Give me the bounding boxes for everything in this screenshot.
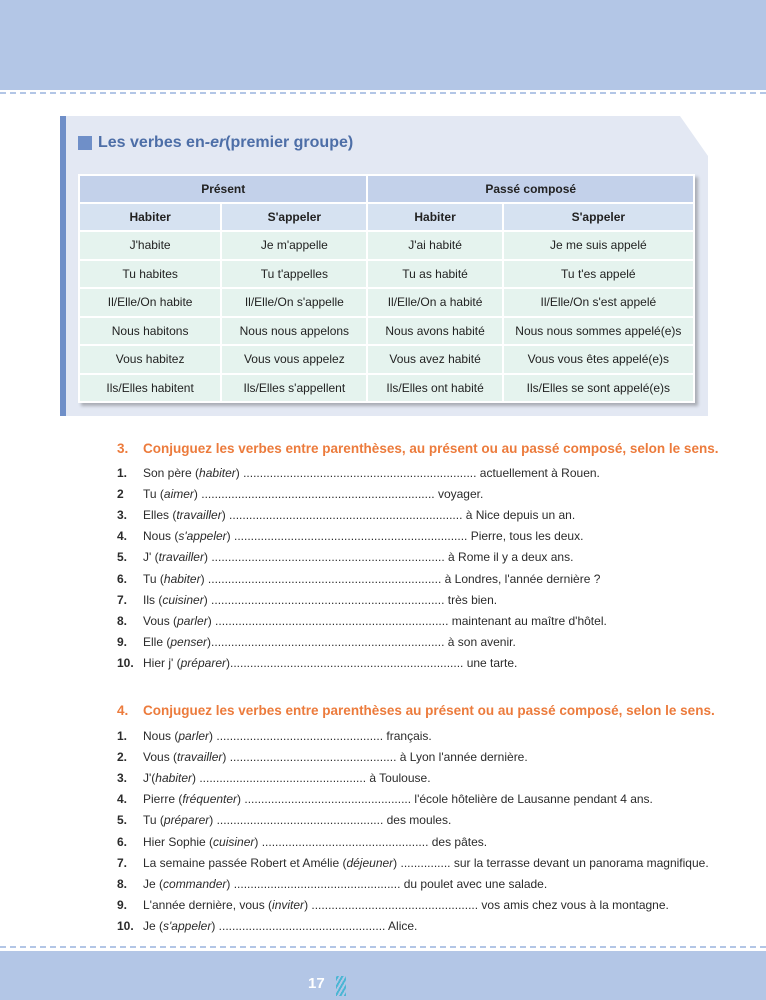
item-number: 5. xyxy=(117,550,128,565)
item-prefix: Tu ( xyxy=(143,813,164,828)
bottom-footer-band xyxy=(0,951,766,1000)
item-prefix: Hier j' ( xyxy=(143,656,181,671)
group-header-passe-compose: Passé composé xyxy=(368,176,693,202)
conjugation-table xyxy=(78,174,695,403)
item-suffix: ) ...................................................................... à Londres, l'année dernière ? xyxy=(200,571,601,586)
exercise-3-heading xyxy=(117,441,718,456)
item-number: 4. xyxy=(117,792,128,807)
exercise-item xyxy=(117,767,737,788)
table-cell: Vous vous êtes appelé(e)s xyxy=(504,346,693,373)
exercise-item xyxy=(117,483,737,504)
item-verb: parler xyxy=(177,613,208,628)
item-prefix: J'( xyxy=(143,770,156,785)
exercise-item xyxy=(117,632,737,653)
table-cell: J'ai habité xyxy=(368,232,501,259)
exercise-3-list xyxy=(117,462,737,674)
item-number: 9. xyxy=(117,898,128,913)
item-number: 7. xyxy=(117,592,128,607)
item-prefix: Je ( xyxy=(143,919,164,934)
item-number: 6. xyxy=(117,834,128,849)
exercise-item xyxy=(117,789,737,810)
item-verb: travailler xyxy=(176,507,222,522)
table-cell: Il/Elle/On a habité xyxy=(368,289,501,316)
item-suffix: ) .................................................. vos amis chez vous à la montagne. xyxy=(304,898,669,913)
table-cell: Il/Elle/On habite xyxy=(80,289,220,316)
table-cell: Vous avez habité xyxy=(368,346,501,373)
grammar-box-accent-bar xyxy=(60,116,66,416)
item-suffix: ) ...................................................................... Pierre, tous les deux. xyxy=(226,529,584,544)
table-cell: Je m'appelle xyxy=(222,232,366,259)
grammar-title-text: Les verbes en xyxy=(98,134,205,151)
grammar-title xyxy=(78,134,353,152)
item-suffix: ) .................................................. l'école hôtelière de Lausanne pendant 4 ans. xyxy=(237,792,653,807)
item-prefix: Ils ( xyxy=(143,592,163,607)
item-number: 9. xyxy=(117,635,128,650)
item-verb: habiter xyxy=(199,465,236,480)
exercise-item xyxy=(117,589,737,610)
table-cell: Tu t'es appelé xyxy=(504,261,693,288)
item-prefix: Tu ( xyxy=(143,486,164,501)
table-cell: Nous avons habité xyxy=(368,318,501,345)
item-verb: cuisiner xyxy=(162,592,204,607)
table-row xyxy=(80,318,693,345)
table-cell: Tu habites xyxy=(80,261,220,288)
column-header: Habiter xyxy=(80,204,220,230)
bottom-dashed-divider xyxy=(0,946,766,948)
item-prefix: J' ( xyxy=(143,550,159,565)
table-cell: Vous habitez xyxy=(80,346,220,373)
page-hatch-decoration xyxy=(336,976,346,996)
exercise-item xyxy=(117,746,737,767)
table-cell: Tu t'appelles xyxy=(222,261,366,288)
item-prefix: Je ( xyxy=(143,876,164,891)
exercise-item xyxy=(117,526,737,547)
table-cell: Nous habitons xyxy=(80,318,220,345)
table-cell: Tu as habité xyxy=(368,261,501,288)
item-number: 8. xyxy=(117,613,128,628)
item-suffix: ) .................................................. des moules. xyxy=(209,813,452,828)
table-row xyxy=(80,261,693,288)
exercise-item xyxy=(117,462,737,483)
top-dashed-divider xyxy=(0,92,766,94)
item-verb: déjeuner xyxy=(346,855,394,870)
exercise-item xyxy=(117,610,737,631)
exercise-4-instruction: Conjuguez les verbes entre parenthèses au présent ou au passé composé, selon le sens. xyxy=(143,703,715,718)
exercise-item xyxy=(117,568,737,589)
table-column-header-row xyxy=(80,204,693,230)
item-suffix: ) .................................................. français. xyxy=(209,728,432,743)
item-suffix: )...................................................................... une tarte. xyxy=(225,656,518,671)
item-number: 2 xyxy=(117,486,124,501)
table-cell: Ils/Elles habitent xyxy=(80,375,220,402)
item-number: 4. xyxy=(117,529,128,544)
item-verb: commander xyxy=(163,876,227,891)
table-cell: J'habite xyxy=(80,232,220,259)
exercise-3-number: 3. xyxy=(117,441,129,456)
table-cell: Nous nous appelons xyxy=(222,318,366,345)
item-prefix: La semaine passée Robert et Amélie ( xyxy=(143,855,347,870)
item-suffix: )...................................................................... à son avenir. xyxy=(207,635,516,650)
column-header: S'appeler xyxy=(222,204,366,230)
table-group-header-row xyxy=(80,176,693,202)
column-header: Habiter xyxy=(368,204,501,230)
item-suffix: ) ...................................................................... à Rome il y a deux ans. xyxy=(203,550,574,565)
item-number: 7. xyxy=(117,855,128,870)
table-row xyxy=(80,232,693,259)
item-number: 3. xyxy=(117,507,128,522)
exercise-item xyxy=(117,895,737,916)
item-verb: aimer xyxy=(163,486,194,501)
item-verb: travailler xyxy=(158,550,204,565)
item-number: 1. xyxy=(117,728,128,743)
table-row xyxy=(80,375,693,402)
item-suffix: ) .................................................. à Lyon l'année dernière. xyxy=(222,749,528,764)
item-prefix: Son père ( xyxy=(143,465,200,480)
exercise-4-heading xyxy=(117,703,715,718)
table-cell: Je me suis appelé xyxy=(504,232,693,259)
item-number: 5. xyxy=(117,813,128,828)
item-prefix: Tu ( xyxy=(143,571,164,586)
exercise-item xyxy=(117,810,737,831)
grammar-title-suffix: (premier groupe) xyxy=(225,134,354,151)
item-prefix: Hier Sophie ( xyxy=(143,834,214,849)
item-number: 1. xyxy=(117,465,128,480)
item-number: 10. xyxy=(117,656,134,671)
item-suffix: ) ...................................................................... maintenant au maître d'hôtel. xyxy=(207,613,607,628)
table-cell: Vous vous appelez xyxy=(222,346,366,373)
item-verb: fréquenter xyxy=(182,792,238,807)
item-prefix: Nous ( xyxy=(143,728,179,743)
page-number: 17 xyxy=(308,975,325,992)
item-prefix: Vous ( xyxy=(143,749,178,764)
item-verb: habiter xyxy=(155,770,192,785)
item-verb: inviter xyxy=(272,898,305,913)
item-verb: préparer xyxy=(163,813,210,828)
item-suffix: ) ...................................................................... à Nice depuis un an. xyxy=(221,507,576,522)
item-number: 3. xyxy=(117,770,128,785)
item-prefix: Elle ( xyxy=(143,635,171,650)
exercise-item xyxy=(117,831,737,852)
item-verb: s'appeler xyxy=(178,529,227,544)
exercise-3-instruction: Conjuguez les verbes entre parenthèses, au présent ou au passé composé, selon le sens. xyxy=(143,441,719,456)
exercise-item xyxy=(117,873,737,894)
exercise-item xyxy=(117,916,737,937)
item-prefix: Elles ( xyxy=(143,507,177,522)
item-suffix: ) .................................................. Alice. xyxy=(211,919,418,934)
table-row xyxy=(80,346,693,373)
group-header-present: Présent xyxy=(80,176,366,202)
item-suffix: ) ...................................................................... voyager. xyxy=(193,486,484,501)
table-cell: Ils/Elles s'appellent xyxy=(222,375,366,402)
table-cell: Nous nous sommes appelé(e)s xyxy=(504,318,693,345)
item-verb: parler xyxy=(178,728,210,743)
item-suffix: ) ............... sur la terrasse devant un panorama magnifique. xyxy=(393,855,709,870)
item-suffix: ) .................................................. du poulet avec une salade. xyxy=(226,876,548,891)
column-header: S'appeler xyxy=(504,204,693,230)
item-suffix: ) ...................................................................... actuellement à Rouen. xyxy=(235,465,600,480)
exercise-item xyxy=(117,852,737,873)
table-cell: Il/Elle/On s'est appelé xyxy=(504,289,693,316)
top-header-band xyxy=(0,0,766,90)
item-verb: cuisiner xyxy=(213,834,255,849)
exercise-4-number: 4. xyxy=(117,703,129,718)
item-verb: travailler xyxy=(177,749,223,764)
item-suffix: ) ...................................................................... très bien. xyxy=(203,592,498,607)
item-prefix: Vous ( xyxy=(143,613,178,628)
item-prefix: Nous ( xyxy=(143,529,179,544)
exercise-item xyxy=(117,653,737,674)
table-row xyxy=(80,289,693,316)
item-number: 6. xyxy=(117,571,128,586)
item-prefix: Pierre ( xyxy=(143,792,183,807)
item-suffix: ) .................................................. des pâtes. xyxy=(254,834,488,849)
table-cell: Ils/Elles se sont appelé(e)s xyxy=(504,375,693,402)
item-number: 8. xyxy=(117,876,128,891)
title-square-icon xyxy=(78,136,92,150)
table-cell: Il/Elle/On s'appelle xyxy=(222,289,366,316)
item-number: 10. xyxy=(117,919,134,934)
item-verb: penser xyxy=(170,635,208,650)
item-number: 2. xyxy=(117,749,128,764)
item-suffix: ) .................................................. à Toulouse. xyxy=(192,770,431,785)
exercise-item xyxy=(117,547,737,568)
item-verb: habiter xyxy=(163,571,201,586)
item-verb: s'appeler xyxy=(163,919,212,934)
table-cell: Ils/Elles ont habité xyxy=(368,375,501,402)
exercise-4-list xyxy=(117,725,737,937)
exercise-item xyxy=(117,725,737,746)
item-prefix: L'année dernière, vous ( xyxy=(143,898,273,913)
exercise-item xyxy=(117,504,737,525)
grammar-title-italic: -er xyxy=(204,134,226,151)
item-verb: préparer xyxy=(180,656,226,671)
